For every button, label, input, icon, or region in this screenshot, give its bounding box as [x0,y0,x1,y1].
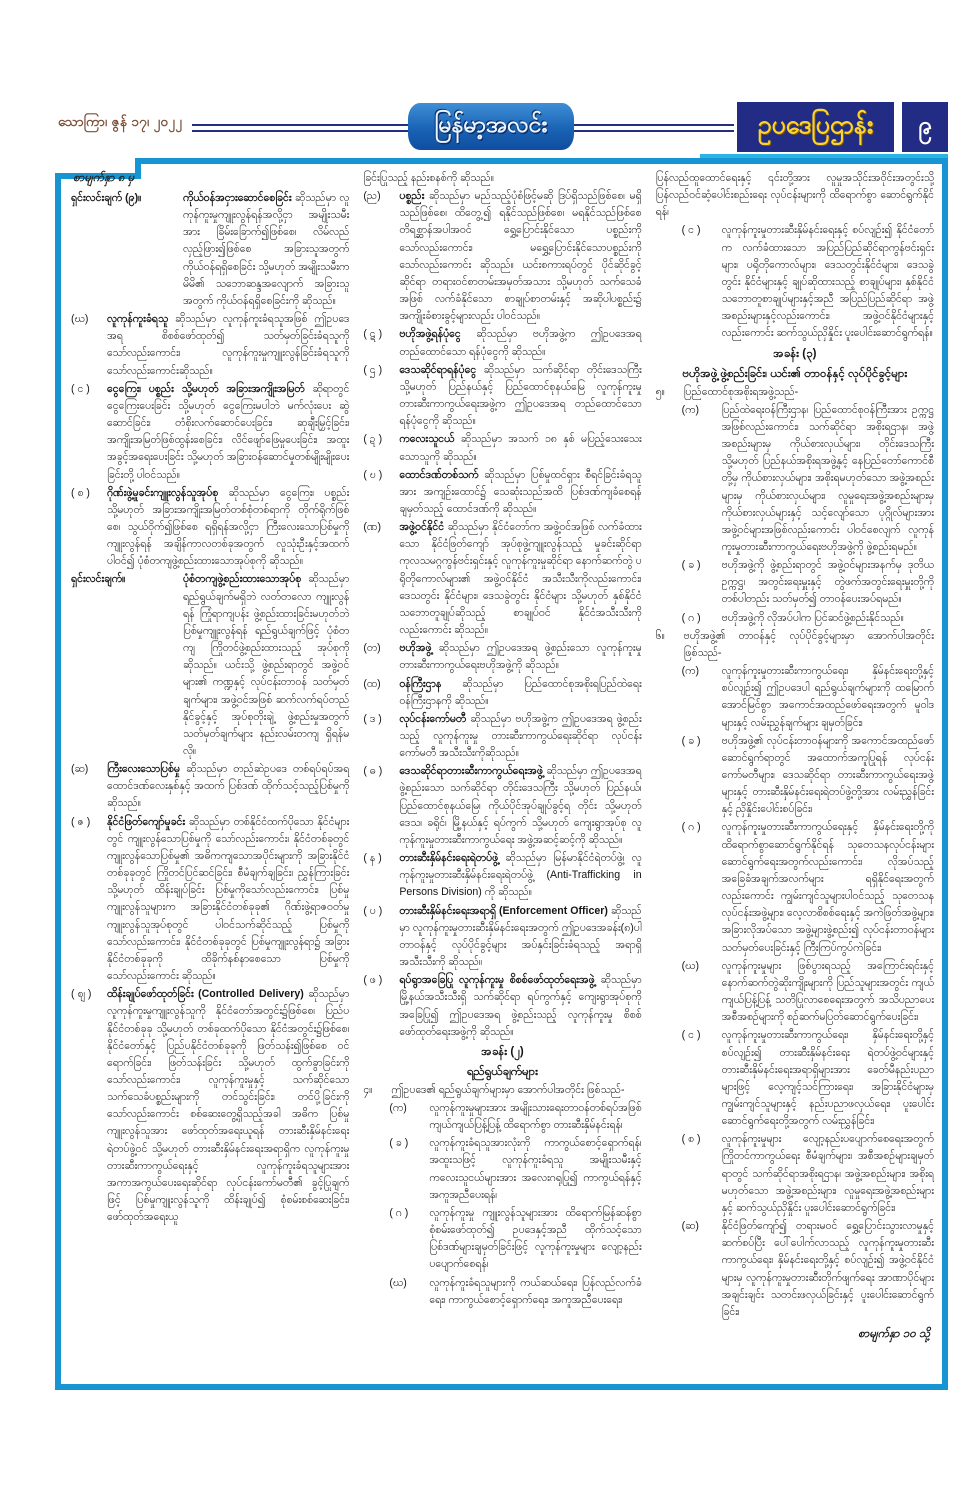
definition-item: ( ဇ ) နိုင်ငံဖြတ်ကျော်မှုခင်း ဆိုသည်မှာ တစ်နိုင်ငံထက်ပိုသော နိုင်ငံများတွင် ကျူးလွန်သောပြစ်မှုကို သော်လည်းကောင်း၊ နိုင်ငံတစ်ခုတွင် ကျူးလွန်သောပြစ်မှု၏ အဓိကကျသောအပိုင်းများကို အခြားနိုင်ငံတစ်ခုခုတွင် ကြိုတင်ပြင်ဆင်ခြင်း၊ စီမံချက်ချခြင်း၊ ညွှန်ကြားခြင်း သို့မဟုတ် ထိန်းချုပ်ခြင်း ပြစ်မှုကိုသော်လည်းကောင်း၊ ပြစ်မှုကျူးလွန်သူများက အခြားနိုင်ငံတစ်ခုခု၏ ဂိုဏ်းဖွဲ့ရာဇဝတ်မှု ကျူးလွန်သူအုပ်စုတွင် ပါဝင်သက်ဆိုင်သည့် ပြစ်မှုကိုသော်လည်းကောင်း၊ နိုင်ငံတစ်ခုခုတွင် ပြစ်မှုကျူးလွန်ရာ၌ အခြားနိုင်ငံတစ်ခုခုကို ထိခိုက်နစ်နာစေသော ပြစ်မှုကိုသော်လည်းကောင်း ဆိုသည်။ [71,815,350,983]
item-label: ( ခ ) [681,559,701,572]
item-label: ( ဒ ) [363,712,382,725]
item-label: ( ဍ ) [363,433,383,446]
definition-item: ( ဌ ) ဒေသဆိုင်ရာရန်ပုံငွေ ဆိုသည်မှာ သက်ဆိုင်ရာ တိုင်းဒေသကြီး သို့မဟုတ် ပြည်နယ်နှင့် ပြည်ထောင်စုနယ်မြေ လူကုန်ကူးမှုတားဆီးကာကွယ်ရေးအဖွဲ့က ဤဥပဒေအရ တည်ထောင်သော ရန်ပုံငွေကို ဆိုသည်။ [363,363,642,428]
continued-to-note: စာမျက်နှာ ၁၀ သို့ [858,1328,930,1340]
item-label: ( ဎ ) [363,468,383,481]
item-label: ( ဖ ) [363,974,383,987]
page-number: ၉ [902,102,948,152]
definition-item: (က) ပြည်ထဲရေးဝန်ကြီးဌာန၊ ပြည်ထောင်စုဝန်ကြီးအား ဥက္ကဋ္ဌအဖြစ်လည်းကောင်း၊ သက်ဆိုင်ရာ အစိုးရဌာန၊ အဖွဲ့အစည်းများမှ ကိုယ်စားလှယ်များ၊ တိုင်းဒေသကြီး သို့မဟုတ် ပြည်နယ်အစိုးရအဖွဲ့နှင့် နေပြည်တော်ကောင်စီတို့မှ ကိုယ်စားလှယ်များ၊ အစိုးရမဟုတ်သော အဖွဲ့အစည်းများမှ ကိုယ်စားလှယ်များ၊ လူမှုရေးအဖွဲ့အစည်းများမှ ကိုယ်စားလှယ်များနှင့် သင့်လျော်သော ပုဂ္ဂိုလ်များအား အဖွဲ့ဝင်များအဖြစ်လည်းကောင်း ပါဝင်စေလျက် လူကုန်ကူးမှုတားဆီးကာကွယ်ရေးဗဟိုအဖွဲ့ကို ဖွဲ့စည်းရမည်။ [681,403,934,553]
item-label: ( ပ ) [363,904,383,917]
definition-item: ( ပ ) တားဆီးနှိမ်နင်းရေးအရာရှိ (Enforcement Officer) ဆိုသည်မှာ လူကုန်ကူးမှုတားဆီးနှိမ်နင်းရေးအတွက် ဤဥပဒေအခန်း(၈)ပါ တာဝန်နှင့် လုပ်ပိုင်ခွင့်များ အပ်နှင်းခြင်းခံရသည့် အရာရှိ အသီးသီးကို ဆိုသည်။ [363,904,642,969]
chapter-heading: အခန်း (၃) [773,347,817,360]
header-double-rule-right [572,124,734,132]
definition-item: (ဏ) အဖွဲ့ဝင်နိုင်ငံ ဆိုသည်မှာ နိုင်ငံတော်က အဖွဲ့ဝင်အဖြစ် လက်ခံထားသော နိုင်ငံဖြတ်ကျော် အုပ်စုဖွဲ့ကျူးလွန်သည့် မှုခင်းဆိုင်ရာ ကုလသမဂ္ဂကွန်ဗင်းရှင်းနှင့် လူကုန်ကူးမှုဆိုင်ရာ နောက်ဆက်တွဲ ပရိုတိုကောလ်များ၏ အဖွဲ့ဝင်နိုင်ငံ အသီးသီးကိုလည်းကောင်း၊ ဒေသတွင်း နိုင်ငံများ၊ ဒေသခွဲတွင်း နိုင်ငံများ သို့မဟုတ် နှစ်နိုင်ငံ သဘောတူချုပ်ဆိုသည့် စာချုပ်ဝင် နိုင်ငံအသီးသီးကိုလည်းကောင်း ဆိုသည်။ [363,521,642,637]
definition-item: (ဃ) လူကုန်ကူးခံရသူ ဆိုသည်မှာ လူကုန်ကူးခံရသူအဖြစ် ဤဥပဒေအရ စိစစ်ဖော်ထုတ်၍ သတ်မှတ်ခြင်းခံရသူကို သော်လည်းကောင်း၊ လူကုန်ကူးမှုကျူးလွန်ခြင်းခံရသူကို သော်လည်းကောင်းဆိုသည်။ [71,313,350,377]
definition-item: (က) လူကုန်ကူးမှုတားဆီးကာကွယ်ရေး၊ နှိမ်နင်းရေးတို့နှင့် စပ်လျဉ်း၍ ဤဥပဒေပါ ရည်ရွယ်ချက်များကို ထမြောက်အောင်မြင်စွာ အကောင်အထည်ဖော်ရေးအတွက် မူဝါဒများနှင့် လမ်းညွှန်ချက်များ ချမှတ်ခြင်း၊ [681,665,934,729]
item-label: ( င ) [681,1029,701,1042]
chapter-heading: အခန်း (၂) [481,1045,524,1058]
column-3 [656,170,934,1378]
definition-item: ( ဂ ) ဗဟိုအဖွဲ့ကို လိုအပ်ပါက ပြင်ဆင်ဖွဲ့စည်းနိုင်သည်။ [656,610,934,627]
item-label: (တ) [363,642,381,655]
definition-item: ( ဂ ) လူကုန်ကူးမှု ကျူးလွန်သူများအား ထိရောက်မြန်ဆန်စွာ စုံစမ်းဖော်ထုတ်၍ ဥပဒေနှင့်အညီ ထိုက်သင့်သော ပြစ်ဒဏ်များချမှတ်ခြင်းဖြင့် လူကုန်ကူးမှုများ လျော့နည်းပပျောက်စေရန်၊ [389,1206,642,1271]
definition-item: ( စ ) လူကုန်ကူးမှုများ လျော့နည်းပပျောက်စေရေးအတွက် ကြိုတင်ကာကွယ်ရေး စီမံချက်များ၊ အစီအစဉ်များချမှတ်ရာတွင် သက်ဆိုင်ရာအစိုးရဌာန၊ အဖွဲ့အစည်းများ၊ အစိုးရမဟုတ်သော အဖွဲ့အစည်းများ၊ လူမှုရေးအဖွဲ့အစည်းများနှင့် ဆက်သွယ်ညှိနှိုင်း ပူးပေါင်းဆောင်ရွက်ခြင်း၊ [681,1133,934,1214]
item-label: (ဃ) [681,959,700,972]
item-label: ( ဂ ) [681,821,701,834]
numbered-clause: ၄။ ဤဥပဒေ၏ ရည်ရွယ်ချက်များမှာ အောက်ပါအတိုင်း ဖြစ်သည်- [363,1082,641,1099]
item-label: ( ဋ ) [363,328,383,341]
item-label: (ဃ) [389,1276,407,1289]
definition-item: ( င ) လူကုန်ကူးမှုတားဆီးကာကွယ်ရေး၊ နှိမ်နင်းရေးတို့နှင့် စပ်လျဉ်း၍ တားဆီးနှိမ်နင်းရေး ရဲတပ်ဖွဲ့ဝင်များနှင့် တားဆီးနှိမ်နင်းရေးအရာရှိများအား ခေတ်မီနည်းပညာများဖြင့် လေ့ကျင့်သင်ကြားရေး၊ အခြားနိုင်ငံများမှ ကျွမ်းကျင်သူများနှင့် နည်းပညာဖလှယ်ရေး၊ ပူးပေါင်းဆောင်ရွက်ရေးတို့အတွက် လမ်းညွှန်ခြင်း၊ [681,1029,934,1128]
definition-item: ( ဂ ) လူကုန်ကူးမှုတားဆီးကာကွယ်ရေးနှင့် နှိမ်နင်းရေးတို့ကို ထိရောက်စွာဆောင်ရွက်နိုင်ရန် သုတေသနလုပ်ငန်းများ ဆောင်ရွက်ရေးအတွက်လည်းကောင်း၊ လိုအပ်သည့် အခြေခံအချက်အလက်များ ရရှိနိုင်ရေးအတွက်လည်းကောင်း ကျွမ်းကျင်သူများပါဝင်သည့် သုတေသနလုပ်ငန်းအဖွဲ့များ၊ လေ့လာစိစစ်ရေးနှင့် အကဲဖြတ်အဖွဲ့များ၊ အခြားလိုအပ်သော အဖွဲ့များဖွဲ့စည်း၍ လုပ်ငန်းတာဝန်များ သတ်မှတ်ပေးခြင်းနှင့် ကြီးကြပ်ကွပ်ကဲခြင်း၊ [681,821,934,954]
chapter-heading: ရည်ရွယ်ချက်များ [466,1065,539,1078]
item-label: ( ဌ ) [363,363,383,376]
item-label: ( ဂ ) [681,611,701,624]
article-body [71,170,934,1378]
continuation-paragraph: ခြင်းပြုသည့် နည်းစနစ်ကို ဆိုသည်။ [363,172,494,184]
item-label: ( င ) [681,224,701,237]
definition-item: (ဃ) လူကုန်ကူးခံရသူများကို ကယ်ဆယ်ရေး၊ ပြန်လည်လက်ခံရေး၊ ကာကွယ်စောင့်ရှောက်ရေး၊ အကူအညီပေးရေး၊ [389,1276,642,1306]
frame-border-left [55,173,61,1390]
definition-item: ( ခ ) လူကုန်ကူးခံရသူအားလုံးကို ကာကွယ်စောင့်ရှောက်ရန်၊ အထူးသဖြင့် လူကုန်ကူးခံရသူ အမျိုးသမီးနှင့် ကလေးသူငယ်များအား အလေးဂရုပြု၍ ကာကွယ်ရန်နှင့် အကူအညီပေးရန်၊ [389,1137,642,1201]
definition-item: ( ဒ ) လုပ်ငန်းကော်မတီ ဆိုသည်မှာ ဗဟိုအဖွဲ့က ဤဥပဒေအရ ဖွဲ့စည်းသည့် လူကုန်ကူးမှု တားဆီးကာကွယ်ရေးဆိုင်ရာ လုပ်ငန်းကော်မတီ အသီးသီးကိုဆိုသည်။ [363,712,642,760]
definition-item: ( ခ ) ဗဟိုအဖွဲ့၏ လုပ်ငန်းတာဝန်များကို အကောင်အထည်ဖော် ဆောင်ရွက်ရာတွင် အထောက်အကူပြုရန် လုပ်ငန်းကော်မတီများ၊ ဒေသဆိုင်ရာ တားဆီးကာကွယ်ရေးအဖွဲ့များနှင့် တားဆီးနှိမ်နင်းရေးရဲတပ်ဖွဲ့တို့အား လမ်းညွှန်ခြင်းနှင့် ညှိနှိုင်းပေါင်းစပ်ခြင်း၊ [681,734,934,816]
numbered-clause: ၆။ ဗဟိုအဖွဲ့၏ တာဝန်နှင့် လုပ်ပိုင်ခွင့်များမှာ အောက်ပါအတိုင်း ဖြစ်သည်- [655,629,934,659]
item-label: ( စ ) [71,486,90,499]
item-label: ( င ) [71,382,90,395]
clause-number: ၄။ [363,1083,373,1096]
item-label: ( ဓ ) [363,765,383,778]
definition-item: ( စ ) ဂိုဏ်းဖွဲ့မှုခင်းကျူးလွန်သူအုပ်စု ဆိုသည်မှာ ငွေကြေး၊ ပစ္စည်း သို့မဟုတ် အခြားအကျိုးအမြတ်တစ်စုံတစ်ရာကို တိုက်ရိုက်ဖြစ်စေ၊ သွယ်ဝိုက်၍ဖြစ်စေ ရရှိရန်အလို့ငှာ ကြီးလေးသောပြစ်မှုကို ကျူးလွန်ရန် အချိန်ကာလတစ်ခုအတွက် လူသုံးဦးနှင့်အထက် ပါဝင်၍ ပုံစံတကျဖွဲ့စည်းထားသောအုပ်စုကို ဆိုသည်။ [71,486,350,568]
continuation-paragraph: ပြန်လည်ထူထောင်ရေးနှင့် ၎င်းတို့အား လူမှုအသိုင်းအဝိုင်းအတွင်းသို့ ပြန်လည်ဝင်ဆံ့ပေါင်းစည်းရေး လုပ်ငန်းများကို ထိရောက်စွာ ဆောင်ရွက်နိုင်ရန်၊ [655,172,934,219]
definition-item: (ဆ) နိုင်ငံဖြတ်ကျော်၍ တရားမဝင် ရွှေ့ပြောင်းသွားလာမှုနှင့် ဆက်စပ်ပြီး ပေါ်ပေါက်လာသည့် လူကုန်ကူးမှုတားဆီးကာကွယ်ရေး၊ နှိမ်နင်းရေးတို့နှင့် စပ်လျဉ်း၍ အဖွဲ့ဝင်နိုင်ငံများမှ လူကုန်ကူးမှုတားဆီးတိုက်ဖျက်ရေး အာဏာပိုင်များ အချင်းချင်း သတင်းဖလှယ်ခြင်းနှင့် ပူးပေါင်းဆောင်ရွက်ခြင်း၊ [681,1220,934,1318]
definition-item: ( ဓ ) ဒေသဆိုင်ရာတားဆီးကာကွယ်ရေးအဖွဲ့ ဆိုသည်မှာ ဤဥပဒေအရ ဖွဲ့စည်းသော သက်ဆိုင်ရာ တိုင်းဒေသကြီး သို့မဟုတ် ပြည်နယ်၊ ပြည်ထောင်စုနယ်မြေ၊ ကိုယ်ပိုင်အုပ်ချုပ်ခွင့်ရ တိုင်း သို့မဟုတ် ဒေသ၊ ခရိုင်၊ မြို့နယ်နှင့် ရပ်ကွက် သို့မဟုတ် ကျေးရွာအုပ်စု လူကုန်ကူးမှုတားဆီးကာကွယ်ရေး အဖွဲ့အဆင့်ဆင့်ကို ဆိုသည်။ [363,765,642,846]
item-label: ( စ ) [681,1133,701,1146]
hang-label: ရှင်းလင်းချက်။ [71,573,126,586]
definition-item: (က) လူကုန်ကူးမှုများအား အမျိုးသားရေးတာဝန်တစ်ရပ်အဖြစ် ကျယ်ကျယ်ပြန့်ပြန့် ထိရောက်စွာ တားဆီးနှိမ်နင်းရန်၊ [389,1101,642,1132]
definition-item: ( ဋ ) ဗဟိုအဖွဲ့ရန်ပုံငွေ ဆိုသည်မှာ ဗဟိုအဖွဲ့က ဤဥပဒေအရ တည်ထောင်သော ရန်ပုံငွေကို ဆိုသည်။ [363,328,642,358]
clause-number: ၆။ [655,629,665,642]
continued-from-note: စာမျက်နှာ ၈ မှ [73,172,135,184]
item-label: (ဆ) [71,763,89,776]
definition-item: ( င ) ငွေကြေး၊ ပစ္စည်း သို့မဟုတ် အခြားအကျိုးအမြတ် ဆိုရာတွင် ငွေကြေးပေးခြင်း သို့မဟုတ် ငွေကြေးမပါဘဲ မက်လုံးပေး ဆွဲဆောင်ခြင်း၊ တံစိုးလက်ဆောင်ပေးခြင်း၊ ဆုချီးမြှင့်ခြင်း၊ အကျိုးအမြတ်ဖြစ်ထွန်းစေခြင်း၊ လိင်ဖျော်ဖြေမှုပေးခြင်း၊ အထူးအခွင့်အရေးပေးခြင်း သို့မဟုတ် အခြားဝန်ဆောင်မှုတစ်မျိုးမျိုးပေးခြင်းတို့ ပါဝင်သည်။ [71,382,350,481]
explanation-paragraph [71,190,349,310]
item-label: (ည) [363,190,381,203]
issue-date: သောကြာ၊ ဇွန် ၁၇၊ ၂၀၂၂ [58,114,183,129]
paragraph-text: ကိုယ်ဝန်အငှားဆောင်စေခြင်း ဆိုသည်မှာ လူကုန်ကူးမှုကျူးလွန်ရန်အလို့ငှာ အမျိုးသမီးအား ခြိမ်းခြောက်၍ဖြစ်စေ၊ လိမ်လည်လှည့်ဖြား၍ဖြစ်စေ အခြားသူအတွက် ကိုယ်ဝန်ရရှိစေခြင်း သို့မဟုတ် အမျိုးသမီးက မိမိ၏ သဘောဆန္ဒအလျောက် အခြားသူအတွက် ကိုယ်ဝန်ရရှိစေခြင်းကို ဆိုသည်။ [183,192,350,307]
definition-item: ( န ) တားဆီးနှိမ်နင်းရေးရဲတပ်ဖွဲ့ ဆိုသည်မှာ မြန်မာနိုင်ငံရဲတပ်ဖွဲ့၊ လူကုန်ကူးမှုတားဆီးနှိမ်နင်းရေးရဲတပ်ဖွဲ့ (Anti-Trafficking in Persons Division) ကို ဆိုသည်။ [363,852,642,899]
article-frame [55,158,948,1390]
item-label: (က) [681,403,700,416]
definition-item: ( ဎ ) ထောင်ဒဏ်တစ်သက် ဆိုသည်မှာ ပြစ်မှုထင်ရှား စီရင်ခြင်းခံရသူအား အကျဉ်းထောင်၌ သေဆုံးသည်အထိ ပြစ်ဒဏ်ကျခံစေရန် ချမှတ်သည့် ထောင်ဒဏ်ကို ဆိုသည်။ [363,468,642,515]
definition-item: ( ဍ ) ကလေးသူငယ် ဆိုသည်မှာ အသက် ၁၈ နှစ် မပြည့်သေးသေးသောသူကို ဆိုသည်။ [363,433,642,463]
numbered-clause: ၅။ ပြည်ထောင်စုအစိုးရအဖွဲ့သည်- [656,384,934,401]
definition-item: (ဆ) ကြီးလေးသောပြစ်မှု ဆိုသည်မှာ တည်ဆဲဥပဒေ တစ်ရပ်ရပ်အရ ထောင်ဒဏ်လေးနှစ်နှင့် အထက် ပြစ်ဒဏ် ထိုက်သင့်သည့်ပြစ်မှုကို ဆိုသည်။ [71,763,350,810]
column-2 [363,170,641,1378]
paragraph-text: ပုံစံတကျဖွဲ့စည်းထားသောအုပ်စု ဆိုသည်မှာ ရည်ရွယ်ချက်မရှိဘဲ လတ်တလော ကျူးလွန်ရန် ကြုံရာကျပန်း ဖွဲ့စည်းထားခြင်းမဟုတ်ဘဲ ပြစ်မှုကျူးလွန်ရန် ရည်ရွယ်ချက်ဖြင့် ပုံစံတကျ ကြိုတင်ဖွဲ့စည်းထားသည့် အုပ်စုကို ဆိုသည်။ ယင်းသို့ ဖွဲ့စည်းရာတွင် အဖွဲ့ဝင်များ၏ ကဏ္ဍနှင့် လုပ်ငန်းတာဝန် သတ်မှတ်ချက်များ၊ အဖွဲ့ဝင်အဖြစ် ဆက်လက်ရပ်တည်နိုင်ခွင့်နှင့် အုပ်စုတိုးချဲ့ ဖွဲ့စည်းမှုအတွက် သတ်မှတ်ချက်များ နည်းလမ်းတကျ ရှိရန်မလို။ [183,573,350,757]
item-label: (က) [389,1101,407,1114]
item-label: ( ခ ) [389,1137,409,1150]
column-1 [71,170,349,1378]
definition-item: ( ဖ ) ရပ်ရွာအခြေပြု လူကုန်ကူးမှု စိစစ်ဖော်ထုတ်ရေးအဖွဲ့ ဆိုသည်မှာ မြို့နယ်အသီးသီးရှိ သက်ဆိုင်ရာ ရပ်ကွက်နှင့် ကျေးရွာအုပ်စုကို အခြေပြု၍ ဤဥပဒေအရ ဖွဲ့စည်းသည့် လူကုန်ကူးမှု စိစစ်ဖော်ထုတ်ရေးအဖွဲ့ကို ဆိုသည်။ [363,974,642,1038]
definition-item: ( ဈ ) ထိန်းချုပ်ဖော်ထုတ်ခြင်း (Controlled Delivery) ဆိုသည်မှာ လူကုန်ကူးမှုကျူးလွန်သူကို နိုင်ငံတော်အတွင်း၌ဖြစ်စေ၊ ပြည်ပနိုင်ငံတစ်ခုခု သို့မဟုတ် တစ်ခုထက်ပိုသော နိုင်ငံအတွင်း၌ဖြစ်စေ၊ နိုင်ငံတော်နှင့် ပြည်ပနိုင်ငံတစ်ခုခုကို ဖြတ်သန်း၍ဖြစ်စေ ဝင်ရောက်ခြင်း၊ ဖြတ်သန်းခြင်း သို့မဟုတ် ထွက်ခွာခြင်းကို သော်လည်းကောင်း၊ လူကုန်ကူးမှုနှင့် သက်ဆိုင်သော သက်သေခံပစ္စည်းများကို တင်သွင်းခြင်း၊ တင်ပို့ခြင်းကို သော်လည်းကောင်း စစ်ဆေးတွေ့ရှိသည့်အခါ အဓိက ပြစ်မှုကျူးလွန်သူအား ဖော်ထုတ်အရေးယူရန် တားဆီးနှိမ်နင်းရေးရဲတပ်ဖွဲ့ဝင် သို့မဟုတ် တားဆီးနှိမ်နင်းရေးအရာရှိက လူကုန်ကူးမှုတားဆီးကာကွယ်ရေးနှင့် လူကုန်ကူးခံရသူများအား အကာအကွယ်ပေးရေးဆိုင်ရာ လုပ်ငန်းကော်မတီ၏ ခွင့်ပြုချက်ဖြင့် ပြစ်မှုကျူးလွန်သူကို ထိန်းချုပ်၍ စုံစမ်းစစ်ဆေးခြင်း၊ ဖော်ထုတ်အရေးယူ [71,988,350,1224]
item-label: ( ဂ ) [389,1206,409,1219]
header-double-rule-left [192,124,408,132]
item-label: (က) [681,665,700,678]
frame-border-bottom [55,1384,948,1390]
clause-number: ၅။ [655,385,665,398]
frame-border-right [942,158,948,1390]
definition-item: ( ခ ) ဗဟိုအဖွဲ့ကို ဖွဲ့စည်းရာတွင် အဖွဲ့ဝင်များအနက်မှ ဒုတိယဥက္ကဋ္ဌ၊ အတွင်းရေးမှူးနှင့် တွဲဖက်အတွင်းရေးမှူးတို့ကို တစ်ပါတည်း သတ်မှတ်၍ တာဝန်ပေးအပ်ရမည်။ [681,559,934,606]
definition-item: (ထ) ဝန်ကြီးဌာန ဆိုသည်မှာ ပြည်ထောင်စုအစိုးရပြည်ထဲရေး ဝန်ကြီးဌာနကို ဆိုသည်။ [363,677,642,707]
section-banner: ဥပဒေပြဌာန်း [737,102,894,152]
item-label: ( ဇ ) [71,815,91,828]
definition-item: ( င ) လူကုန်ကူးမှုတားဆီးနှိမ်နင်းရေးနှင့် စပ်လျဉ်း၍ နိုင်ငံတော်က လက်ခံထားသော အပြည်ပြည်ဆိုင်ရာကွန်ဗင်းရှင်းများ၊ ပရိုတိုကောလ်များ၊ ဒေသတွင်းနိုင်ငံများ၊ ဒေသခွဲတွင်း နိုင်ငံများနှင့် ချုပ်ဆိုထားသည့် စာချုပ်များ၊ နှစ်နိုင်ငံသဘောတူစာချုပ်များနှင့်အညီ အပြည်ပြည်ဆိုင်ရာ အဖွဲ့အစည်းများနှင့်လည်းကောင်း၊ အဖွဲ့ဝင်နိုင်ငံများနှင့်လည်းကောင်း ဆက်သွယ်ညှိနှိုင်း ပူးပေါင်းဆောင်ရွက်ရန်။ [681,224,934,340]
frame-border-top [135,158,948,164]
item-label: ( ခ ) [681,734,701,747]
definition-item: (ည) ပစ္စည်း ဆိုသည်မှာ မည်သည့်ပုံစံဖြင့်မဆို ဒြပ်ရှိသည်ဖြစ်စေ၊ မရှိသည်ဖြစ်စေ၊ ထိတွေ့၍ ရနိုင်သည်ဖြစ်စေ၊ မရနိုင်သည်ဖြစ်စေ တိရစ္ဆာန်အပါအဝင် ရွှေ့ပြောင်းနိုင်သော ပစ္စည်းကို သော်လည်းကောင်း၊ မရွှေ့ပြောင်းနိုင်သောပစ္စည်းကို သော်လည်းကောင်း ဆိုသည်။ ယင်းစကားရပ်တွင် ပိုင်ဆိုင်ခွင့်ဆိုင်ရာ တရားဝင်စာတမ်းအမှတ်အသား သို့မဟုတ် သက်သေခံအဖြစ် လက်ခံနိုင်သော စာချုပ်စာတမ်းနှင့် အဆိုပါပစ္စည်း၌ အကျိုးခံစားခွင့်များလည်း ပါဝင်သည်။ [363,190,642,323]
item-label: (ဏ) [363,521,382,534]
definition-item: (တ) ဗဟိုအဖွဲ့ ဆိုသည်မှာ ဤဥပဒေအရ ဖွဲ့စည်းသော လူကုန်ကူးမှုတားဆီးကာကွယ်ရေးဗဟိုအဖွဲ့ကို ဆိုသည်။ [363,642,642,672]
item-label: ( န ) [363,852,382,865]
item-label: (ဆ) [681,1220,699,1233]
item-label: ( ဈ ) [71,988,92,1001]
item-label: (ထ) [363,677,381,690]
hang-label: ရှင်းလင်းချက် (၉)။ [71,192,142,204]
definition-item: (ဃ) လူကုန်ကူးမှုများ ဖြစ်ပွားရသည့် အကြောင်းရင်းနှင့် နောက်ဆက်တွဲဆိုးကျိုးများကို ပြည်သူများအတွင်း ကျယ်ကျယ်ပြန့်ပြန့် သတိပြုလာစေရေးအတွက် အသိပညာပေး အစီအစဉ်များကို စဉ်ဆက်မပြတ်ဆောင်ရွက်ပေးခြင်း၊ [681,959,934,1024]
item-label: (ဃ) [71,313,89,326]
masthead-logo: မြန်မာ့အလင်း [408,103,574,150]
explanation-paragraph [71,571,349,760]
chapter-heading: ဗဟိုအဖွဲ့ ဖွဲ့စည်းခြင်း၊ ယင်း၏ တာဝန်နှင့် လုပ်ပိုင်ခွင့်များ [682,367,908,380]
